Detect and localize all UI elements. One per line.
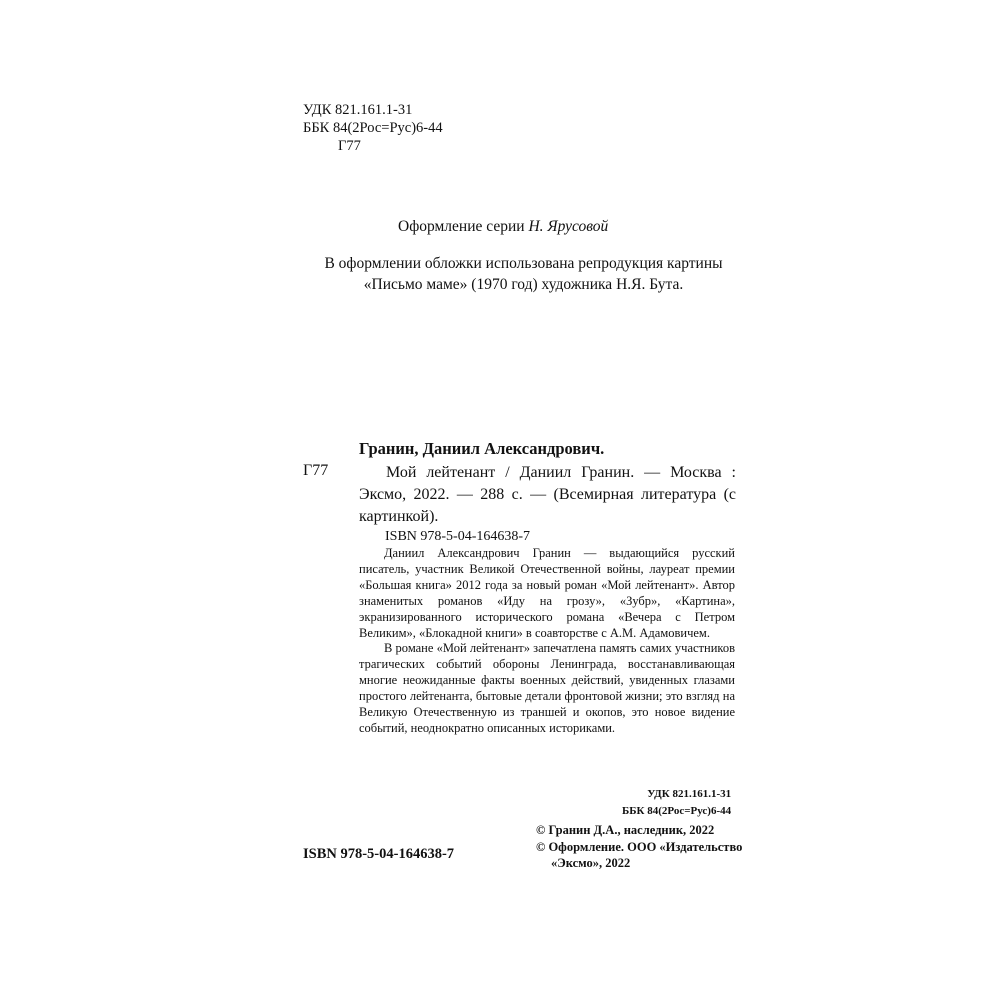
- classification-codes-top: [303, 101, 443, 155]
- author-mark-record: Г77: [303, 462, 329, 479]
- isbn-record: ISBN 978-5-04-164638-7: [385, 529, 531, 544]
- copyright-line: © Оформление. ООО «Издательство: [536, 839, 743, 854]
- udk-code: УДК 821.161.1-31: [647, 788, 732, 800]
- series-designer-name: Н. Ярусовой: [528, 218, 609, 235]
- title-description: Мой лейтенант / Даниил Гранин. — Москва : Эксмо, 2022. — 288 с. — (Всемирная литература (с картинкой).: [359, 464, 736, 525]
- copyright-block: [536, 822, 742, 872]
- isbn-bottom: ISBN 978-5-04-164638-7: [303, 846, 455, 862]
- classification-codes-bottom: [622, 786, 731, 820]
- author-mark: Г77: [338, 138, 361, 154]
- copyright-line: «Эксмо», 2022: [551, 856, 631, 870]
- series-design-credit: [398, 218, 608, 236]
- udk-code: УДК 821.161.1-31: [303, 102, 413, 118]
- annotation: [359, 546, 735, 737]
- cover-note: В оформлении обложки использована репродукция картины «Письмо маме» (1970 год) художника Н.Я. Бута.: [324, 255, 723, 293]
- bbk-code: ББК 84(2Рос=Рус)6-44: [622, 805, 732, 817]
- series-design-prefix: Оформление серии: [398, 218, 525, 235]
- author-heading: Гранин, Даниил Александрович.: [359, 439, 605, 458]
- annotation-paragraph: Даниил Александрович Гранин — выдающийся русский писатель, участник Великой Отечественной войны, лауреат премии «Большая книга» 2012 года за новый роман «Мой лейтенант». Автор знаменитых романов «Иду на грозу», «Зубр», «Картина», экранизированного исторического романа «Вечера с Петром Великим», «Блокадной книги» в соавторстве с А.М. Адамовичем.: [359, 546, 735, 640]
- annotation-paragraph: В романе «Мой лейтенант» запечатлена память самих участников трагических событий обороны Ленинграда, восстанавливающая многие неожиданные факты военных действий, увиденных глазами простого лейтенанта, бытовые детали фронтовой жизни; это взгляд на Великую Отечественную из траншей и окопов, это новое видение событий, неоднократно описанных историками.: [359, 641, 735, 735]
- bbk-code: ББК 84(2Рос=Рус)6-44: [303, 120, 443, 136]
- copyright-line: © Гранин Д.А., наследник, 2022: [536, 823, 715, 837]
